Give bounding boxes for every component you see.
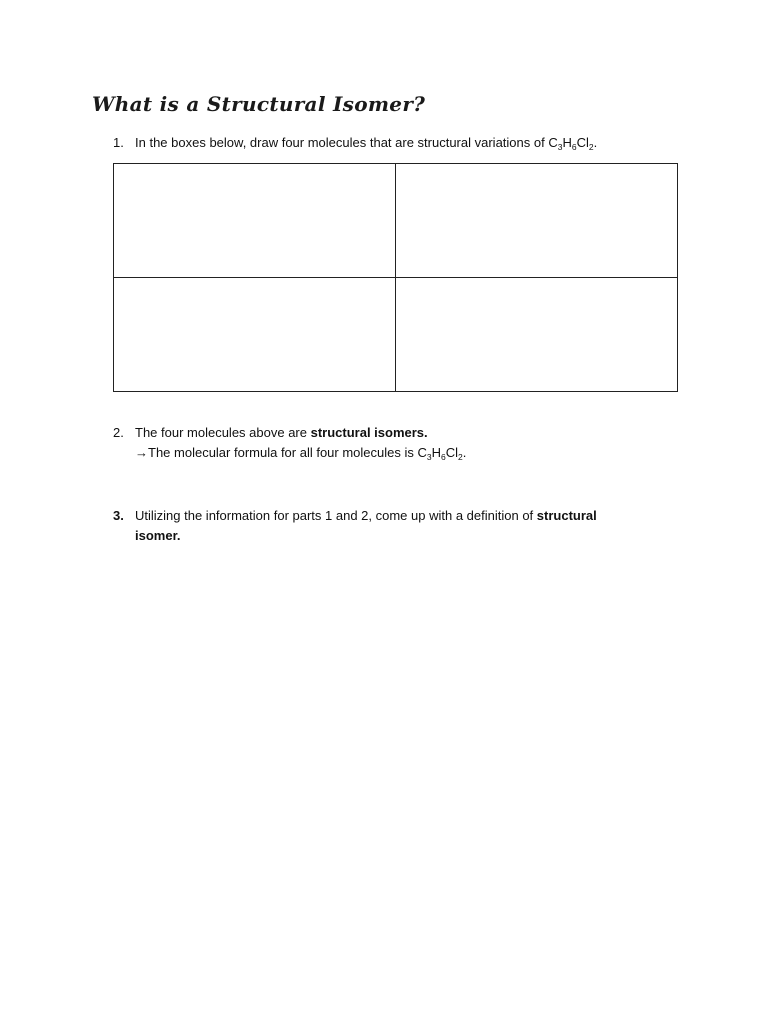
question-text: In the boxes below, draw four molecules that are structural variations of $C_3H_6Cl_2$. [135, 135, 598, 152]
drawing-box[interactable] [114, 164, 396, 278]
question-number: 1. [113, 135, 124, 150]
page-title: What is a Structural Isomer? [92, 92, 426, 116]
drawing-box[interactable] [396, 164, 678, 278]
drawing-box[interactable] [114, 278, 396, 392]
molecular-formula: $C_3H_6Cl_2$ [548, 135, 594, 152]
bold-term: structural [536, 508, 597, 523]
question-text: Utilizing the information for parts 1 and 2, come up with a definition of structural isomer. [135, 506, 597, 546]
bold-term: structural isomers. [310, 425, 428, 440]
question-number: 3. [113, 508, 124, 523]
question-text: The four molecules above are structural isomers. →The molecular formula for all four molecules is $C_3H_6Cl_2$. [135, 425, 467, 462]
arrow-icon: → [135, 445, 148, 460]
question-1 [113, 133, 597, 154]
question-3 [113, 506, 597, 546]
question-2 [113, 423, 466, 464]
drawing-grid [113, 163, 678, 392]
drawing-box[interactable] [396, 278, 678, 392]
bold-term: isomer. [135, 528, 181, 543]
question-number: 2. [113, 425, 124, 440]
molecular-formula: $C_3H_6Cl_2$ [417, 445, 463, 462]
